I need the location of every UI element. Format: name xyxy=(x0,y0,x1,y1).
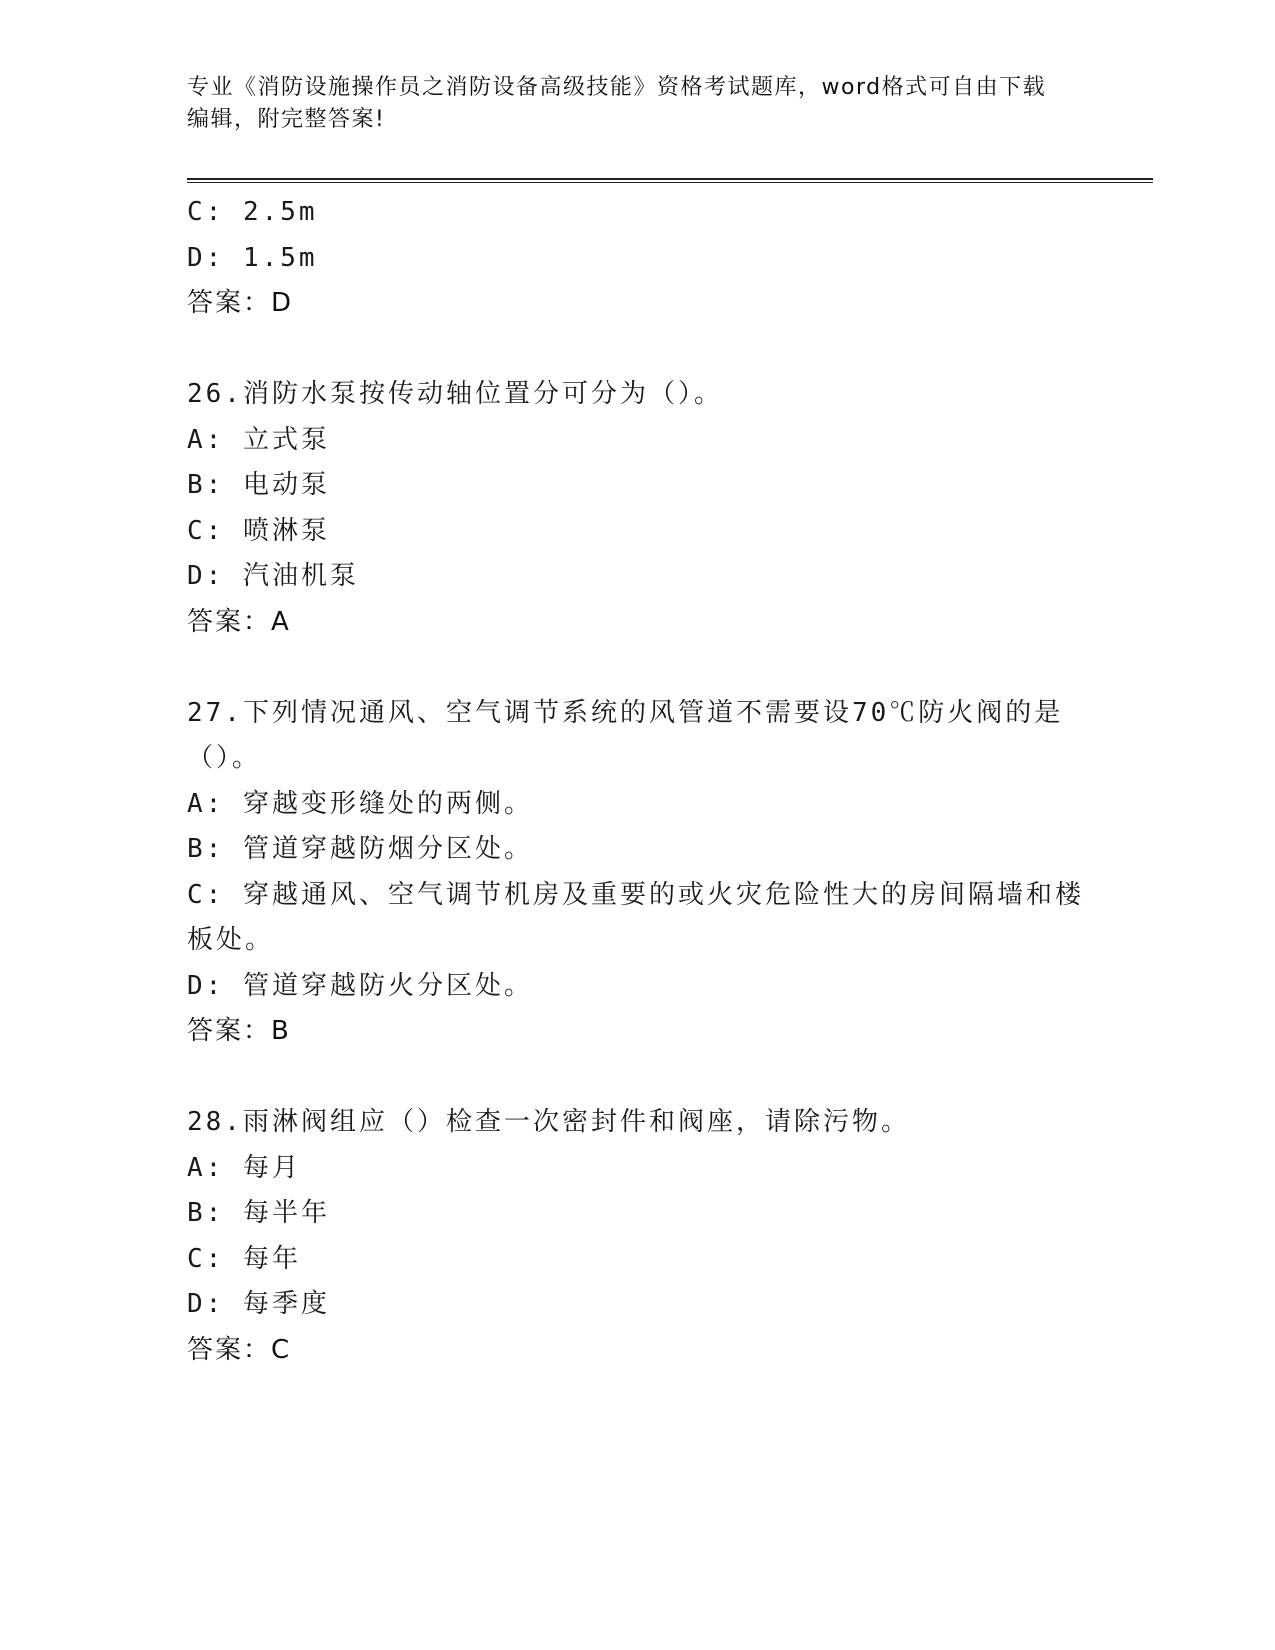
question-list xyxy=(187,190,1087,1373)
answer-line: 答案：D xyxy=(187,288,294,318)
answer-line: 答案：A xyxy=(187,606,291,637)
option-d: D: 汽油机泵 xyxy=(187,561,359,591)
option-b: B: 电动泵 xyxy=(187,470,330,500)
option-d: D: 1.5m xyxy=(187,242,318,273)
option-b: B: 每半年 xyxy=(187,1198,330,1228)
previous-question-tail xyxy=(187,190,1087,327)
header-rule-thin xyxy=(187,182,1153,183)
question-stem: 26.消防水泵按传动轴位置分可分为（）。 xyxy=(187,379,723,409)
question-28 xyxy=(187,1100,1087,1373)
option-b: B: 管道穿越防烟分区处。 xyxy=(187,834,533,864)
question-26 xyxy=(187,372,1087,645)
option-d: D: 管道穿越防火分区处。 xyxy=(187,970,533,1001)
option-a: A: 每月 xyxy=(187,1152,301,1183)
header-rule-thick xyxy=(187,178,1153,180)
question-stem: 28.雨淋阀组应（）检查一次密封件和阀座，请除污物。 xyxy=(187,1107,910,1137)
option-c: C: 穿越通风、空气调节机房及重要的或火灾危险性大的房间隔墙和楼板处。 xyxy=(187,879,1084,955)
option-c: C: 每年 xyxy=(187,1243,301,1274)
answer-line: 答案：C xyxy=(187,1334,292,1365)
option-a: A: 立式泵 xyxy=(187,424,330,455)
option-c: C: 2.5m xyxy=(187,197,318,227)
question-stem: 27.下列情况通风、空气调节系统的风管道不需要设70℃防火阀的是（）。 xyxy=(187,697,1064,773)
document-header: 专业《消防设施操作员之消防设备高级技能》资格考试题库，word格式可自由下载编辑，附完整答案! xyxy=(187,75,1047,132)
option-a: A: 穿越变形缝处的两侧。 xyxy=(187,788,533,819)
question-27 xyxy=(187,691,1087,1055)
answer-line: 答案：B xyxy=(187,1016,291,1046)
option-d: D: 每季度 xyxy=(187,1289,330,1319)
option-c: C: 喷淋泵 xyxy=(187,515,330,546)
